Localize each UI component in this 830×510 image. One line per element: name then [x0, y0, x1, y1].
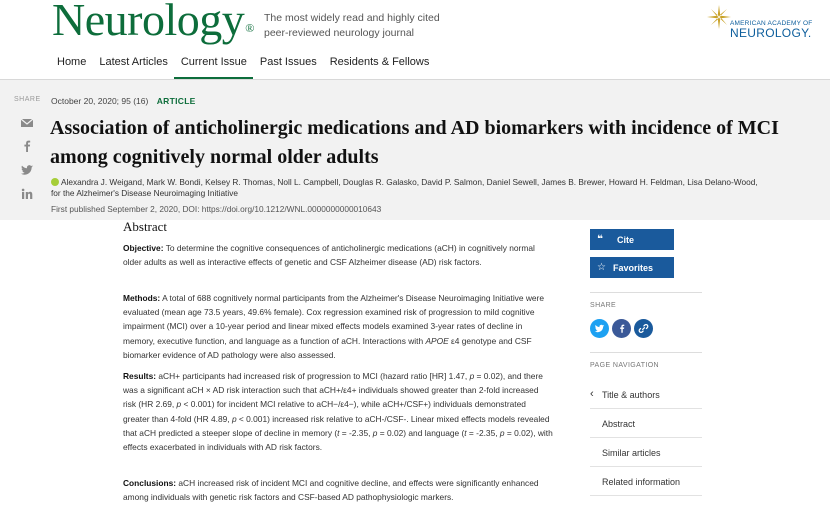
abstract-heading: Abstract — [123, 219, 168, 234]
twitter-share-icon[interactable] — [590, 319, 609, 338]
results-text-3: < 0.001) for incident MCI relative to aCH−/ε4−), while aCH+/CSF+) individuals demonstrated greater than 4-fold (HR 4.89, — [123, 399, 526, 424]
sidebar-share-label: SHARE — [590, 302, 617, 309]
methods-label: Methods: — [123, 293, 161, 303]
conclusions-label: Conclusions: — [123, 478, 177, 488]
objective-text: To determine the cognitive consequences of anticholinergic medications (aCH) in cognitively normal older adults as well as interactive effects of genetic and CSF Alzheimer disease (AD) risk factors. — [123, 243, 535, 268]
results-text-2: = 0.02), and there was a significant aCH × AD risk interaction such that aCH+/ε4+ individuals showed greater than 2-fold increased risk (HR 2.69, — [123, 371, 543, 410]
methods-text-a: A total of 688 cognitively normal participants from the Alzheimer's Disease Neuroimaging Initiative were evaluated (mean age 73.5 years, 49.6% female). Cox regression examined risk of progression to mild cognitive impairment (MCI) over a 10-year period and linear mixed effects models examined 3-year rates of decline in memory, executive function, and language as a function of aCH. Interactions with — [123, 293, 545, 346]
twitter-icon[interactable] — [20, 163, 34, 177]
abstract-conclusions — [123, 476, 553, 504]
star-icon: ☆ — [597, 262, 606, 273]
results-text-1: aCH+ participants had increased risk of progression to MCI (hazard ratio [HR] 1.47, — [158, 371, 470, 381]
sidebar-divider — [590, 292, 702, 293]
linkedin-icon[interactable] — [20, 187, 34, 201]
abstract-results — [123, 369, 553, 454]
page-nav-abstract[interactable]: Abstract — [602, 419, 636, 429]
nav-home[interactable]: Home — [57, 56, 87, 68]
conclusions-text: aCH increased risk of incident MCI and cognitive decline, and effects were significantly enhanced among individuals with genetic risk factors and CSF-based AD pathophysiologic markers. — [123, 478, 539, 503]
p-symbol: p — [499, 427, 505, 438]
objective-label: Objective: — [123, 243, 164, 253]
site-header — [0, 0, 830, 80]
nav-past-issues[interactable]: Past Issues — [259, 56, 317, 68]
share-label: SHARE — [14, 96, 41, 103]
results-label: Results: — [123, 371, 157, 381]
page-nav-divider — [590, 408, 702, 409]
article-type-badge: ARTICLE — [156, 96, 196, 106]
email-icon[interactable] — [20, 116, 34, 130]
aan-name-line2: NEUROLOGY. — [730, 26, 812, 40]
article-title: Association of anticholinergic medications and AD biomarkers with incidence of MCI among cognitively normal older adults — [50, 117, 779, 168]
p-symbol: p — [231, 413, 237, 424]
p-symbol: p — [469, 371, 475, 381]
aan-name-line1: AMERICAN ACADEMY OF — [730, 20, 813, 27]
nav-residents-fellows[interactable]: Residents & Fellows — [329, 56, 430, 68]
cite-button[interactable]: ❝ Cite — [590, 229, 674, 250]
quote-icon: ❝ — [597, 234, 603, 245]
t-symbol: t — [337, 427, 340, 438]
page-nav-divider — [590, 466, 702, 467]
aan-logo[interactable] — [706, 4, 818, 40]
abstract-methods — [123, 291, 553, 362]
sidebar-divider — [590, 352, 702, 353]
neurology-logo[interactable]: Neurology® — [52, 0, 254, 45]
favorites-button[interactable]: ☆ Favorites — [590, 257, 674, 278]
authors-group[interactable]: for the Alzheimer's Disease Neuroimaging Initiative — [51, 188, 238, 198]
page-nav-title-authors[interactable]: Title & authors — [602, 390, 660, 400]
page-nav-similar-articles[interactable]: Similar articles — [602, 448, 661, 458]
methods-gene: APOE — [425, 335, 449, 346]
facebook-share-icon[interactable] — [612, 319, 631, 338]
chevron-left-icon: ‹ — [590, 388, 594, 400]
first-published: First published September 2, 2020, DOI: https://doi.org/10.1212/WNL.0000000000010643 — [51, 204, 382, 214]
page-navigation-label: PAGE NAVIGATION — [590, 362, 660, 369]
issue-date[interactable]: October 20, 2020; 95 (16) — [51, 96, 149, 106]
share-column — [14, 96, 44, 103]
p-symbol: p — [372, 427, 378, 438]
facebook-icon[interactable] — [20, 139, 34, 153]
page-nav-divider — [590, 495, 702, 496]
author-list — [51, 177, 781, 199]
results-text-7: = -2.35, — [466, 427, 500, 438]
results-text-4: < 0.001) increased risk relative to aCH-/CSF-. Linear mixed effects models revealed that aCH predicted a steeper slope of decline in memory ( — [123, 413, 550, 438]
results-text-8: = 0.02), with effects exacerbated in individuals with AD risk factors. — [123, 427, 553, 453]
main-nav — [50, 52, 435, 80]
results-text-5: = -2.35, — [339, 427, 373, 438]
journal-tagline: The most widely read and highly cited peer-reviewed neurology journal — [264, 12, 440, 39]
nav-current-issue[interactable]: Current Issue — [174, 52, 253, 80]
results-text-6: = 0.02) and language ( — [377, 427, 465, 438]
page-nav-related-information[interactable]: Related information — [602, 477, 681, 487]
t-symbol: t — [464, 427, 467, 438]
nav-latest-articles[interactable]: Latest Articles — [99, 56, 168, 68]
authors-text[interactable]: Alexandra J. Weigand, Mark W. Bondi, Kelsey R. Thomas, Noll L. Campbell, Douglas R. Galasko, David P. Salmon, Daniel Sewell, James B. Brewer, Howard H. Feldman, Lisa Delano-Wood, — [61, 177, 758, 187]
aan-star-icon — [706, 4, 732, 30]
copy-link-icon[interactable] — [634, 319, 653, 338]
orcid-icon[interactable] — [51, 178, 59, 186]
methods-text-b: ε4 genotype and CSF biomarker evidence of AD pathology were also assessed. — [123, 335, 532, 360]
abstract-objective — [123, 241, 553, 269]
p-symbol: p — [176, 399, 182, 410]
article-meta — [51, 96, 196, 106]
page-nav-divider — [590, 437, 702, 438]
